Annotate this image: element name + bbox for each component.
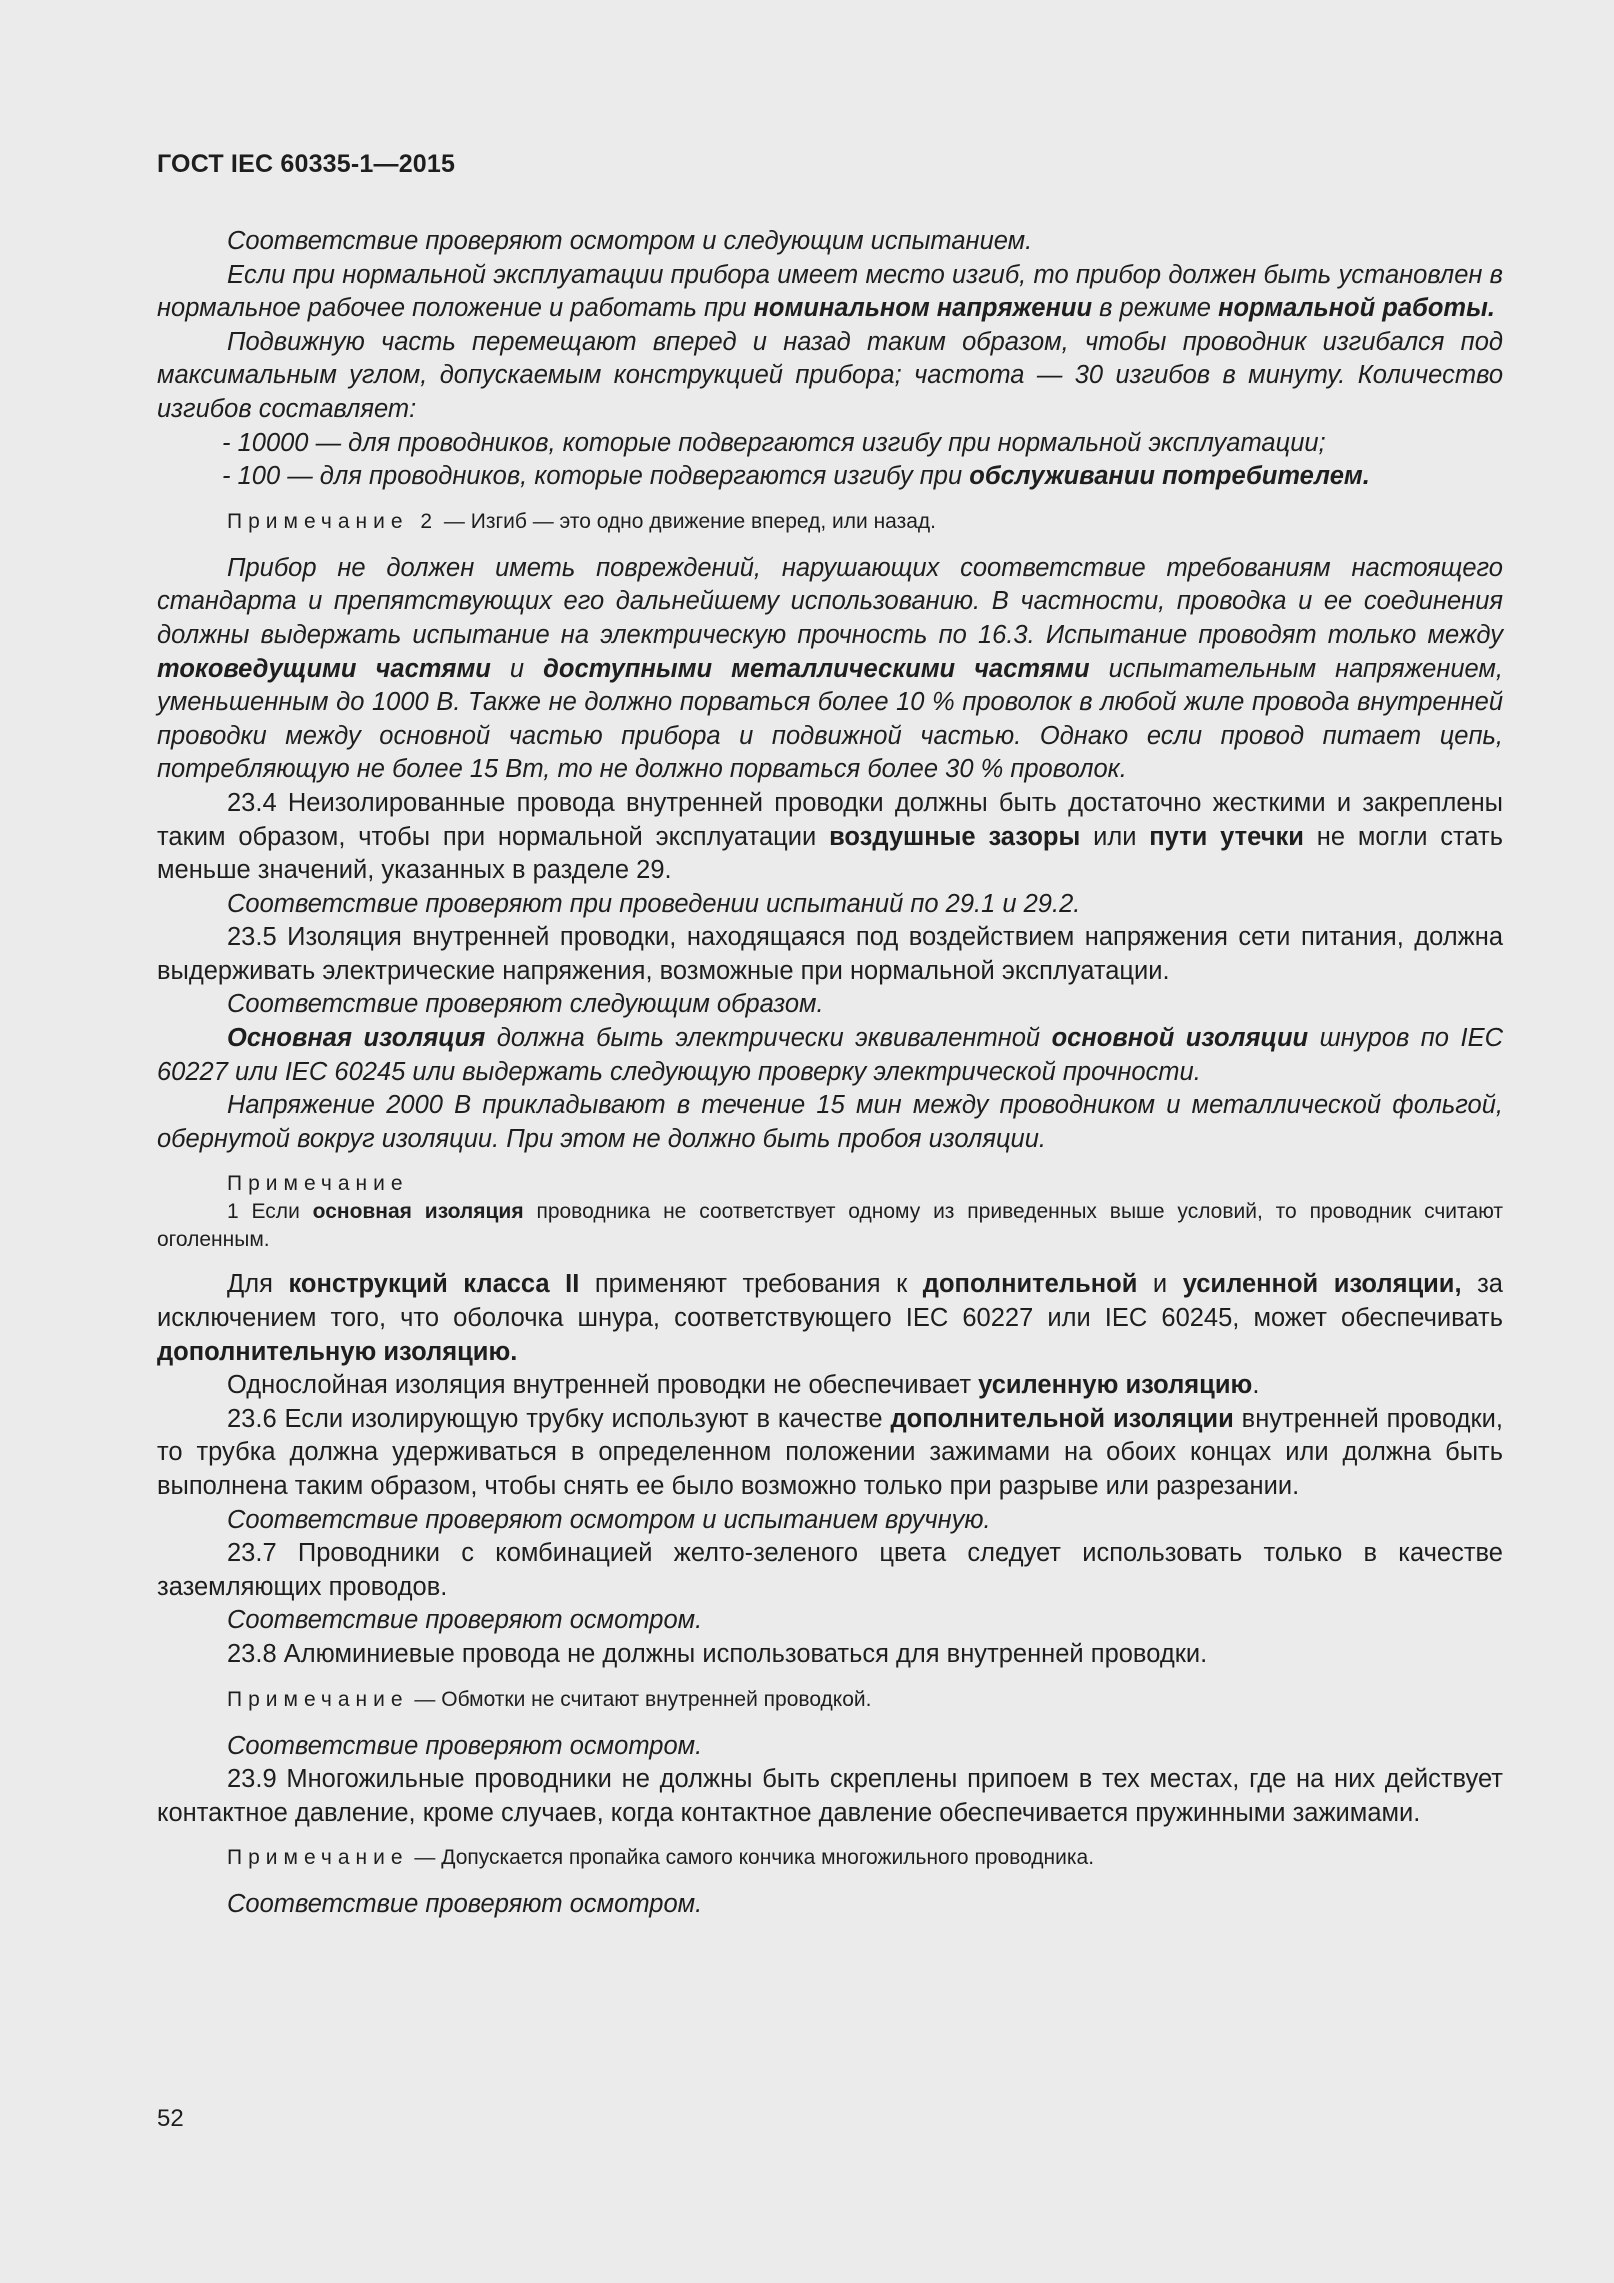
note-label: Примечание (227, 1846, 409, 1870)
clause-23-8: 23.8 Алюминиевые провода не должны использоваться для внутренней проводки. (227, 1639, 1208, 1668)
note-label: Примечание (227, 1687, 409, 1711)
note: Примечание — Обмотки не считают внутренней проводкой. (227, 1687, 872, 1711)
paragraph: Подвижную часть перемещают вперед и назад таким образом, чтобы проводник изгибался под максимальным углом, допускаемым конструкцией прибора; частота — 30 изгибов в минуту. Количество изгибов составляет: (157, 327, 1503, 423)
paragraph: Соответствие проверяют осмотром и следующим испытанием. (227, 227, 1033, 255)
note-label: Примечание (227, 1172, 409, 1196)
paragraph: Соответствие проверяют осмотром и испытанием вручную. (227, 1505, 991, 1534)
paragraph: Основная изоляция должна быть электрически эквивалентной основной изоляции шнуров по IEC 60227 или IEC 60245 или выдержать следующую проверку электрической прочности. (157, 1024, 1503, 1086)
paragraph: Соответствие проверяют при проведении испытаний по 29.1 и 29.2. (227, 889, 1081, 918)
paragraph: Напряжение 2000 В прикладывают в течение 15 мин между проводником и металлической фольгой, обернутой вокруг изоляции. При этом не должно быть пробоя изоляции. (157, 1091, 1503, 1153)
document-body (157, 225, 1503, 1922)
list-item: - 100 — для проводников, которые подвергаются изгибу при обслуживании потребителем. (222, 462, 1370, 491)
clause-23-6: 23.6 Если изолирующую трубку используют в качестве дополнительной изоляции внутренней проводки, то трубка должна удерживаться в определенном положении зажимами на обоих концах или должна быть выполнена таким образом, чтобы снять ее было возможно только при разрыве или разрезании. (157, 1404, 1504, 1500)
paragraph: Соответствие проверяют осмотром. (227, 1731, 703, 1760)
clause-23-7: 23.7 Проводники с комбинацией желто-зеленого цвета следует использовать только в качестве заземляющих проводов. (157, 1539, 1503, 1601)
clause-23-5: 23.5 Изоляция внутренней проводки, находящаяся под воздействием напряжения сети питания, должна выдерживать электрические напряжения, возможные при нормальной эксплуатации. (157, 923, 1503, 985)
page-number: 52 (157, 2105, 184, 2132)
paragraph: Прибор не должен иметь повреждений, нарушающих соответствие требованиям настоящего стандарта и препятствующих его дальнейшему использованию. В частности, проводка и ее соединения должны выдержать испытание на электрическую прочность по 16.3. Испытание проводят только между токоведущими частями и доступными металлическими частями испытательным напряжением, уменьшенным до 1000 В. Также не должно порваться более 10 % проволок в любой жиле провода внутренней проводки между основной частью прибора и подвижной частью. Однако если провод питает цепь, потребляющую не более 15 Вт, то не должно порваться более 30 % проволок. (157, 553, 1503, 784)
note-body: 1 Если основная изоляция проводника не соответствует одному из приведенных выше условий, то проводник считают оголенным. (157, 1200, 1503, 1252)
list-item: - 10000 — для проводников, которые подвергаются изгибу при нормальной эксплуатации; (222, 428, 1326, 457)
note-label: Примечание 2 (227, 509, 439, 533)
paragraph: Соответствие проверяют осмотром. (227, 1890, 703, 1919)
note: Примечание — Допускается пропайка самого кончика многожильного проводника. (227, 1846, 1095, 1870)
paragraph: Для конструкций класса II применяют требования к дополнительной и усиленной изоляции, за исключением того, что оболочка шнура, соответствующего IEC 60227 или IEC 60245, может обеспечивать дополнительную изоляцию. (157, 1270, 1503, 1366)
clause-23-4: 23.4 Неизолированные провода внутренней проводки должны быть достаточно жесткими и закреплены таким образом, чтобы при нормальной эксплуатации воздушные зазоры или пути утечки не могли стать меньше значений, указанных в разделе 29. (157, 788, 1504, 885)
note: Примечание 2 — Изгиб — это одно движение вперед, или назад. (227, 509, 937, 533)
paragraph: Соответствие проверяют осмотром. (227, 1606, 703, 1635)
clause-23-9: 23.9 Многожильные проводники не должны быть скреплены припоем в тех местах, где на них действует контактное давление, кроме случаев, когда контактное давление обеспечивается пружинными зажимами. (157, 1765, 1503, 1827)
paragraph: Если при нормальной эксплуатации прибора имеет место изгиб, то прибор должен быть установлен в нормальное рабочее положение и работать при номинальном напряжении в режиме нормальной работы. (157, 260, 1503, 323)
paragraph: Однослойная изоляция внутренней проводки не обеспечивает усиленную изоляцию. (227, 1371, 1260, 1400)
document-header: ГОСТ IEC 60335-1—2015 (157, 150, 456, 178)
paragraph: Соответствие проверяют следующим образом. (227, 990, 824, 1019)
